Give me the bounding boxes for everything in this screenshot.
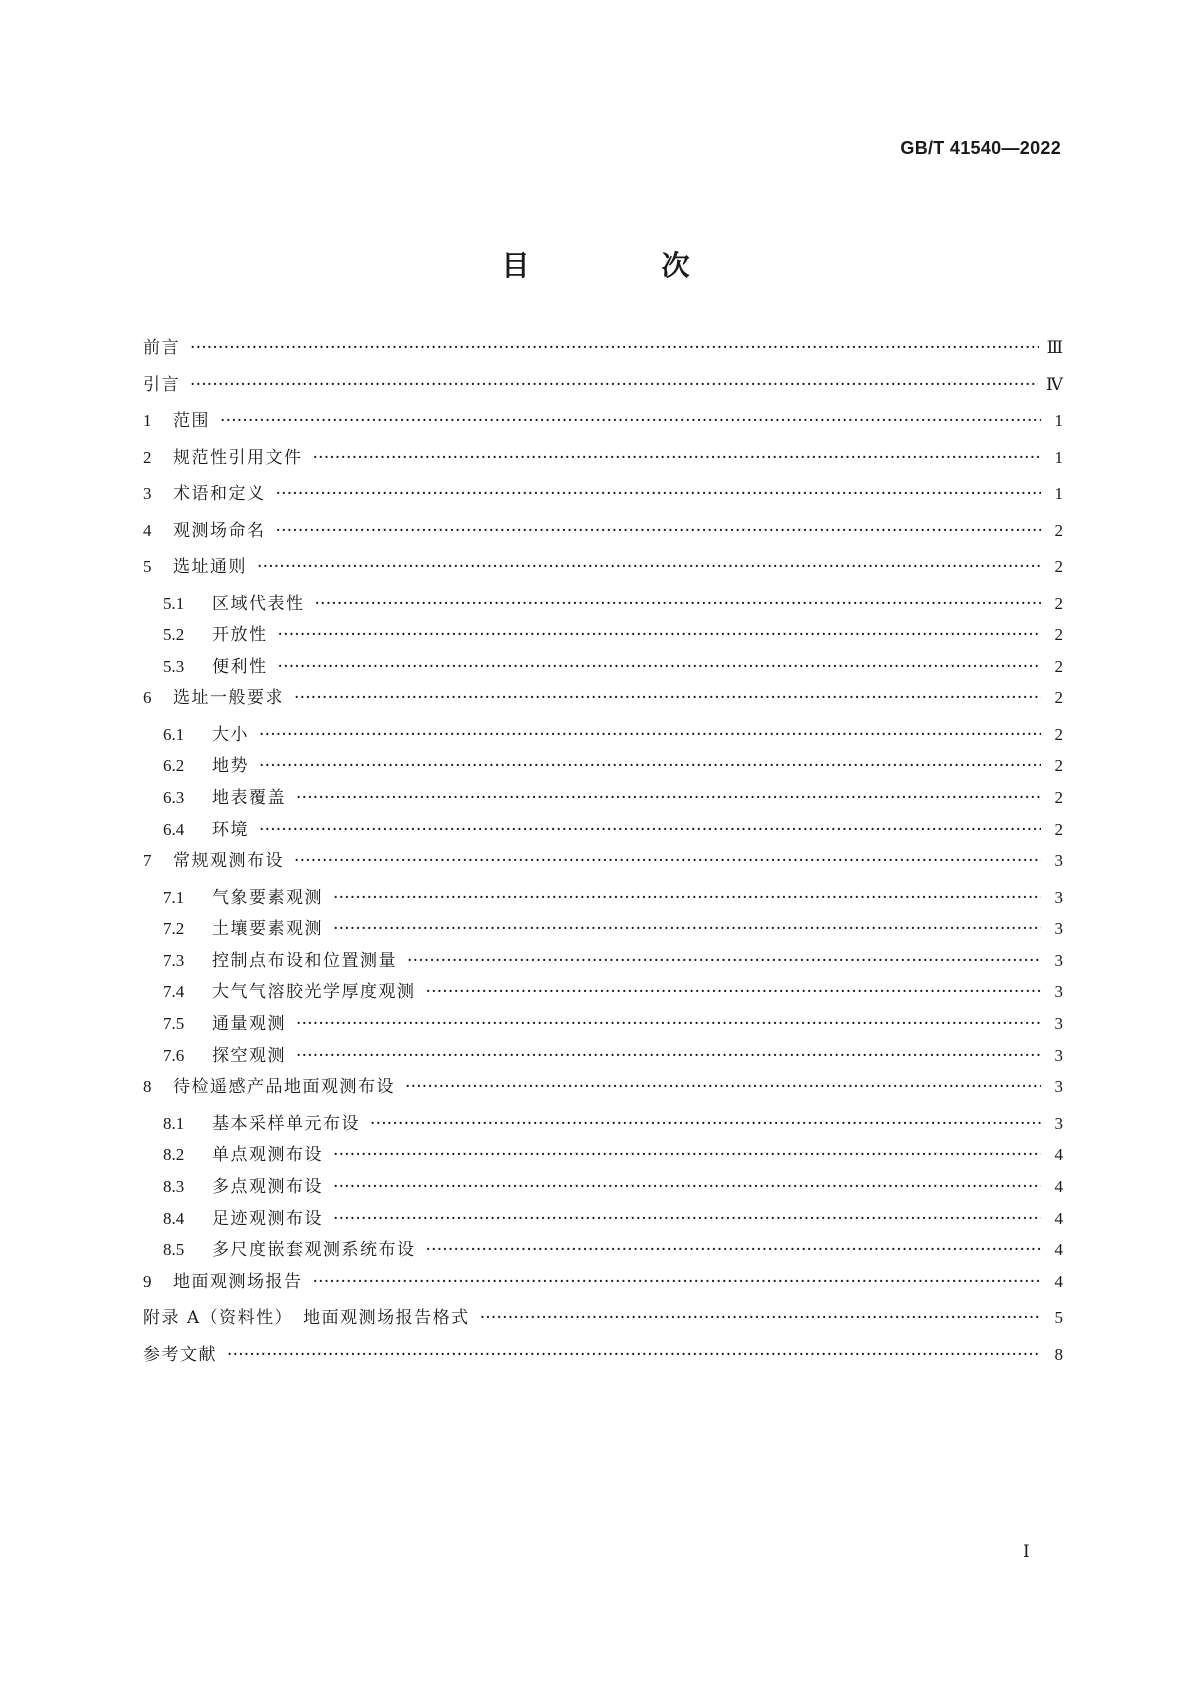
- toc-page-number: Ⅲ: [1046, 338, 1063, 357]
- toc-dot-leader: [333, 1145, 1041, 1165]
- toc-dot-leader: [278, 657, 1042, 677]
- toc-entry[interactable]: [143, 1046, 1063, 1078]
- toc-dot-leader: [480, 1308, 1041, 1328]
- standard-code: GB/T 41540—2022: [900, 138, 1061, 158]
- toc-section-title: 常规观测布设: [173, 851, 284, 872]
- toc-section-title: 便利性: [212, 656, 268, 677]
- toc-section-title: 附录 A（资料性） 地面观测场报告格式: [143, 1308, 470, 1329]
- toc-dot-leader: [259, 820, 1041, 840]
- toc-section-title: 控制点布设和位置测量: [212, 950, 397, 971]
- toc-page-number: 2: [1054, 625, 1063, 645]
- toc-dot-leader: [220, 411, 1041, 431]
- toc-dot-leader: [294, 688, 1041, 708]
- toc-dot-leader: [296, 1046, 1041, 1066]
- toc-section-number: 8: [143, 1077, 152, 1097]
- toc-section-number: 1: [143, 411, 152, 430]
- toc-section-title: 足迹观测布设: [212, 1208, 323, 1229]
- toc-section-title: 前言: [143, 338, 180, 358]
- toc-section-title: 环境: [212, 819, 249, 840]
- toc-section-number: 5.2: [163, 625, 185, 645]
- toc-dot-leader: [313, 1272, 1042, 1292]
- toc-entry[interactable]: [143, 521, 1063, 558]
- toc-section-title: 区域代表性: [212, 593, 305, 614]
- toc-entry[interactable]: [143, 1145, 1063, 1177]
- toc-entry[interactable]: [143, 725, 1063, 757]
- toc-page-number: 5: [1054, 1308, 1063, 1328]
- toc-dot-leader: [426, 1240, 1042, 1260]
- toc-section-number: 5.3: [163, 656, 185, 676]
- toc-section-number: 6.3: [163, 787, 185, 807]
- toc-page-number: 3: [1054, 950, 1063, 970]
- toc-entry[interactable]: [143, 1177, 1063, 1209]
- toc-section-number: 6: [143, 688, 152, 708]
- toc-entry[interactable]: [143, 338, 1063, 375]
- toc-section-title: 选址一般要求: [173, 688, 284, 709]
- toc-entry[interactable]: [143, 484, 1063, 521]
- toc-page-number: 3: [1054, 1045, 1063, 1065]
- toc-section-number: 7.5: [163, 1014, 185, 1034]
- toc-section-title: 观测场命名: [173, 520, 266, 541]
- toc-page-number: 1: [1054, 447, 1063, 467]
- toc-section-number: 8.5: [163, 1240, 185, 1260]
- toc-entry[interactable]: [143, 1114, 1063, 1146]
- toc-dot-leader: [190, 375, 1038, 395]
- toc-page-number: 2: [1054, 756, 1063, 776]
- toc-section-title: 探空观测: [212, 1045, 286, 1066]
- toc-section-title: 多点观测布设: [212, 1176, 323, 1197]
- toc-page-number: 2: [1054, 724, 1063, 744]
- toc-dot-leader: [190, 338, 1039, 358]
- table-of-contents: [143, 338, 1063, 1381]
- toc-dot-leader: [276, 484, 1042, 504]
- toc-dot-leader: [296, 788, 1041, 808]
- toc-section-number: 6.4: [163, 819, 185, 839]
- toc-section-title: 选址通则: [173, 557, 247, 577]
- toc-entry[interactable]: [143, 1272, 1063, 1309]
- toc-section-title: 范围: [173, 411, 210, 431]
- toc-entry[interactable]: [143, 851, 1063, 888]
- toc-page-number: 2: [1054, 819, 1063, 839]
- toc-dot-leader: [426, 982, 1042, 1002]
- toc-entry[interactable]: [143, 888, 1063, 920]
- toc-page-number: 2: [1054, 787, 1063, 807]
- toc-section-number: 7.6: [163, 1045, 185, 1065]
- toc-dot-leader: [333, 919, 1041, 939]
- toc-dot-leader: [370, 1114, 1041, 1134]
- toc-entry[interactable]: [143, 1014, 1063, 1046]
- toc-section-title: 地面观测场报告: [173, 1271, 303, 1292]
- toc-page-number: 2: [1054, 688, 1063, 708]
- toc-section-number: 7: [143, 851, 152, 871]
- toc-dot-leader: [407, 951, 1041, 971]
- toc-page-number: Ⅳ: [1046, 374, 1063, 394]
- toc-section-title: 地表覆盖: [212, 787, 286, 808]
- toc-dot-leader: [333, 1177, 1041, 1197]
- toc-entry[interactable]: [143, 820, 1063, 852]
- toc-entry[interactable]: [143, 756, 1063, 788]
- toc-section-number: 8.3: [163, 1176, 185, 1196]
- toc-page-number: 1: [1054, 484, 1063, 503]
- toc-entry[interactable]: [143, 688, 1063, 725]
- toc-entry[interactable]: [143, 1077, 1063, 1114]
- toc-page-number: 3: [1054, 887, 1063, 907]
- toc-page-number: 4: [1054, 1240, 1063, 1260]
- toc-page-number: 3: [1054, 1077, 1063, 1097]
- toc-section-title: 引言: [143, 374, 180, 395]
- toc-page-number: 3: [1054, 1014, 1063, 1034]
- toc-entry[interactable]: [143, 1345, 1063, 1382]
- toc-page-number: 4: [1054, 1208, 1063, 1228]
- page-number: Ⅰ: [1023, 1542, 1030, 1561]
- toc-section-number: 7.2: [163, 919, 185, 939]
- toc-page-number: 8: [1054, 1344, 1063, 1364]
- toc-section-title: 气象要素观测: [212, 887, 323, 908]
- toc-entry[interactable]: [143, 951, 1063, 983]
- toc-page-number: 4: [1054, 1176, 1063, 1196]
- toc-section-number: 6.2: [163, 756, 185, 776]
- toc-section-number: 8.4: [163, 1208, 185, 1228]
- toc-entry[interactable]: [143, 1240, 1063, 1272]
- toc-section-title: 通量观测: [212, 1014, 286, 1035]
- toc-dot-leader: [257, 557, 1041, 577]
- toc-dot-leader: [278, 625, 1042, 645]
- toc-entry[interactable]: [143, 557, 1063, 594]
- toc-section-title: 待检遥感产品地面观测布设: [173, 1077, 395, 1098]
- toc-dot-leader: [405, 1077, 1041, 1097]
- toc-section-number: 4: [143, 520, 152, 540]
- toc-page-number: 3: [1054, 982, 1063, 1002]
- toc-section-title: 基本采样单元布设: [212, 1113, 360, 1134]
- toc-section-title: 开放性: [212, 625, 268, 646]
- toc-section-number: 5.1: [163, 593, 185, 613]
- toc-section-number: 6.1: [163, 724, 185, 744]
- toc-dot-leader: [294, 851, 1041, 871]
- toc-entry[interactable]: [143, 625, 1063, 657]
- toc-entry[interactable]: [143, 448, 1063, 485]
- toc-section-number: 3: [143, 484, 152, 503]
- toc-dot-leader: [315, 594, 1042, 614]
- toc-page-number: 3: [1054, 851, 1063, 871]
- toc-entry[interactable]: [143, 788, 1063, 820]
- toc-section-title: 地势: [212, 756, 249, 777]
- toc-section-title: 土壤要素观测: [212, 919, 323, 940]
- toc-page-number: 2: [1054, 593, 1063, 613]
- toc-section-title: 多尺度嵌套观测系统布设: [212, 1240, 416, 1261]
- toc-section-number: 5: [143, 557, 152, 576]
- toc-dot-leader: [276, 521, 1042, 541]
- toc-dot-leader: [296, 1014, 1041, 1034]
- toc-section-number: 2: [143, 447, 152, 467]
- toc-section-title: 参考文献: [143, 1344, 217, 1365]
- toc-dot-leader: [259, 725, 1041, 745]
- toc-section-number: 7.1: [163, 887, 185, 907]
- toc-entry[interactable]: [143, 657, 1063, 689]
- toc-section-number: 8.1: [163, 1113, 185, 1133]
- toc-entry[interactable]: [143, 1308, 1063, 1345]
- toc-page-number: 4: [1054, 1145, 1063, 1165]
- toc-dot-leader: [333, 888, 1041, 908]
- toc-section-title: 大小: [212, 724, 249, 745]
- toc-section-number: 7.3: [163, 950, 185, 970]
- toc-entry[interactable]: [143, 375, 1063, 412]
- toc-section-number: 7.4: [163, 982, 185, 1002]
- toc-section-number: 9: [143, 1271, 152, 1291]
- toc-section-title: 术语和定义: [173, 484, 266, 504]
- toc-entry[interactable]: [143, 594, 1063, 626]
- toc-dot-leader: [333, 1209, 1041, 1229]
- toc-dot-leader: [227, 1345, 1041, 1365]
- toc-dot-leader: [259, 756, 1041, 776]
- toc-page-number: 3: [1054, 1113, 1063, 1133]
- toc-page-number: 2: [1054, 557, 1063, 576]
- toc-section-title: 单点观测布设: [212, 1145, 323, 1166]
- toc-entry[interactable]: [143, 919, 1063, 951]
- toc-section-title: 规范性引用文件: [173, 447, 303, 468]
- toc-entry[interactable]: [143, 1209, 1063, 1241]
- toc-page-number: 4: [1054, 1271, 1063, 1291]
- toc-section-title: 大气气溶胶光学厚度观测: [212, 982, 416, 1003]
- toc-page-number: 2: [1054, 656, 1063, 676]
- toc-page-number: 3: [1054, 919, 1063, 939]
- toc-page-number: 2: [1054, 520, 1063, 540]
- toc-dot-leader: [313, 448, 1042, 468]
- toc-section-number: 8.2: [163, 1145, 185, 1165]
- toc-page-number: 1: [1054, 411, 1063, 430]
- page-title: 目 次: [501, 249, 742, 282]
- toc-entry[interactable]: [143, 982, 1063, 1014]
- toc-entry[interactable]: [143, 411, 1063, 448]
